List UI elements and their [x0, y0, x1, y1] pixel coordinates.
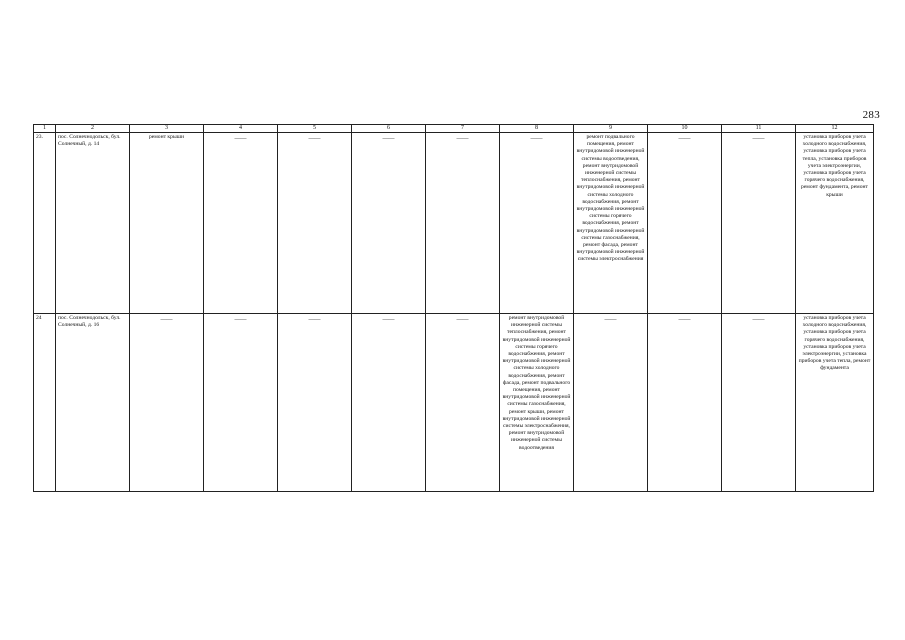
column-header: 7 — [426, 125, 500, 133]
empty-dash: —— — [456, 317, 469, 323]
column-header: 4 — [204, 125, 278, 133]
row-number: 24 — [34, 314, 56, 492]
cell-col-9 — [574, 133, 648, 314]
column-header: 11 — [722, 125, 796, 133]
empty-dash: —— — [308, 317, 321, 323]
empty-dash: —— — [604, 317, 617, 323]
cell-col-12 — [796, 133, 874, 314]
column-header: 5 — [278, 125, 352, 133]
cell-col-7 — [426, 314, 500, 492]
cell-col-10 — [648, 133, 722, 314]
works-list: установка приборов учета холодного водоснабжения, установка приборов учета горячего водоснабжения, установка приборов учета электроэнергии, установка приборов учета тепла, ремонт фундамента — [798, 315, 871, 372]
empty-dash: —— — [160, 317, 173, 323]
empty-dash: —— — [678, 317, 691, 323]
table-row — [34, 133, 874, 314]
empty-dash: —— — [678, 136, 691, 142]
column-header: 9 — [574, 125, 648, 133]
empty-dash: —— — [234, 136, 247, 142]
empty-dash: —— — [308, 136, 321, 142]
cell-col-11 — [722, 133, 796, 314]
column-header: 8 — [500, 125, 574, 133]
column-header: 2 — [56, 125, 130, 133]
table-row — [34, 314, 874, 492]
works-list: ремонт внутридомовой инженерной системы теплоснабжения, ремонт внутридомовой инженерной системы горячего водоснабжения, ремонт внутридомовой инженерной системы холодного водоснабжения, ремонт фасада, ремонт подвального помещения, ремонт внутридомовой инженерной системы газоснабжения, ремонт крыши, ремонт внутридомовой инженерной системы электроснабжения, ремонт внутридомовой инженерной системы водоотведения — [502, 315, 571, 451]
cell-col-3: ремонт крыши — [130, 133, 204, 314]
cell-col-4 — [204, 133, 278, 314]
cell-col-5 — [278, 314, 352, 492]
cell-col-3 — [130, 314, 204, 492]
cell-col-6 — [352, 314, 426, 492]
cell-col-10 — [648, 314, 722, 492]
row-address: пос. Солнечнодольск, бул. Солнечный, д. 14 — [56, 133, 130, 314]
works-list: установка приборов учета холодного водоснабжения, установка приборов учета тепла, установка приборов учета электроэнергии, установка приборов учета горячего водоснабжения, ремонт фундамента, ремонт крыши — [801, 134, 868, 198]
works-list: ремонт подвального помещения, ремонт внутридомовой инженерной системы водоотведения, ремонт внутридомовой инженерной системы теплоснабжения, ремонт внутридомовой инженерной системы холодного водоснабжения, ремонт внутридомовой инженерной системы горячего водоснабжения, ремонт внутридомовой инженерной системы газоснабжения, ремонт фасада, ремонт внутридомовой инженерной системы электроснабжения — [576, 134, 645, 263]
cell-col-11 — [722, 314, 796, 492]
empty-dash: —— — [752, 317, 765, 323]
column-header: 1 — [34, 125, 56, 133]
empty-dash: —— — [456, 136, 469, 142]
row-address: пос. Солнечнодольск, бул. Солнечный, д. 16 — [56, 314, 130, 492]
cell-col-9 — [574, 314, 648, 492]
column-header: 3 — [130, 125, 204, 133]
empty-dash: —— — [530, 136, 543, 142]
empty-dash: —— — [382, 317, 395, 323]
empty-dash: —— — [752, 136, 765, 142]
column-header: 12 — [796, 125, 874, 133]
empty-dash: —— — [382, 136, 395, 142]
column-number-row — [34, 125, 874, 133]
page-number: 283 — [862, 109, 880, 121]
cell-col-6 — [352, 133, 426, 314]
cell-col-7 — [426, 133, 500, 314]
empty-dash: —— — [234, 317, 247, 323]
cell-col-5 — [278, 133, 352, 314]
repair-registry-table — [33, 124, 874, 492]
row-number: 23. — [34, 133, 56, 314]
cell-col-8 — [500, 133, 574, 314]
column-header: 6 — [352, 125, 426, 133]
cell-col-4 — [204, 314, 278, 492]
cell-col-12 — [796, 314, 874, 492]
column-header: 10 — [648, 125, 722, 133]
cell-col-8 — [500, 314, 574, 492]
